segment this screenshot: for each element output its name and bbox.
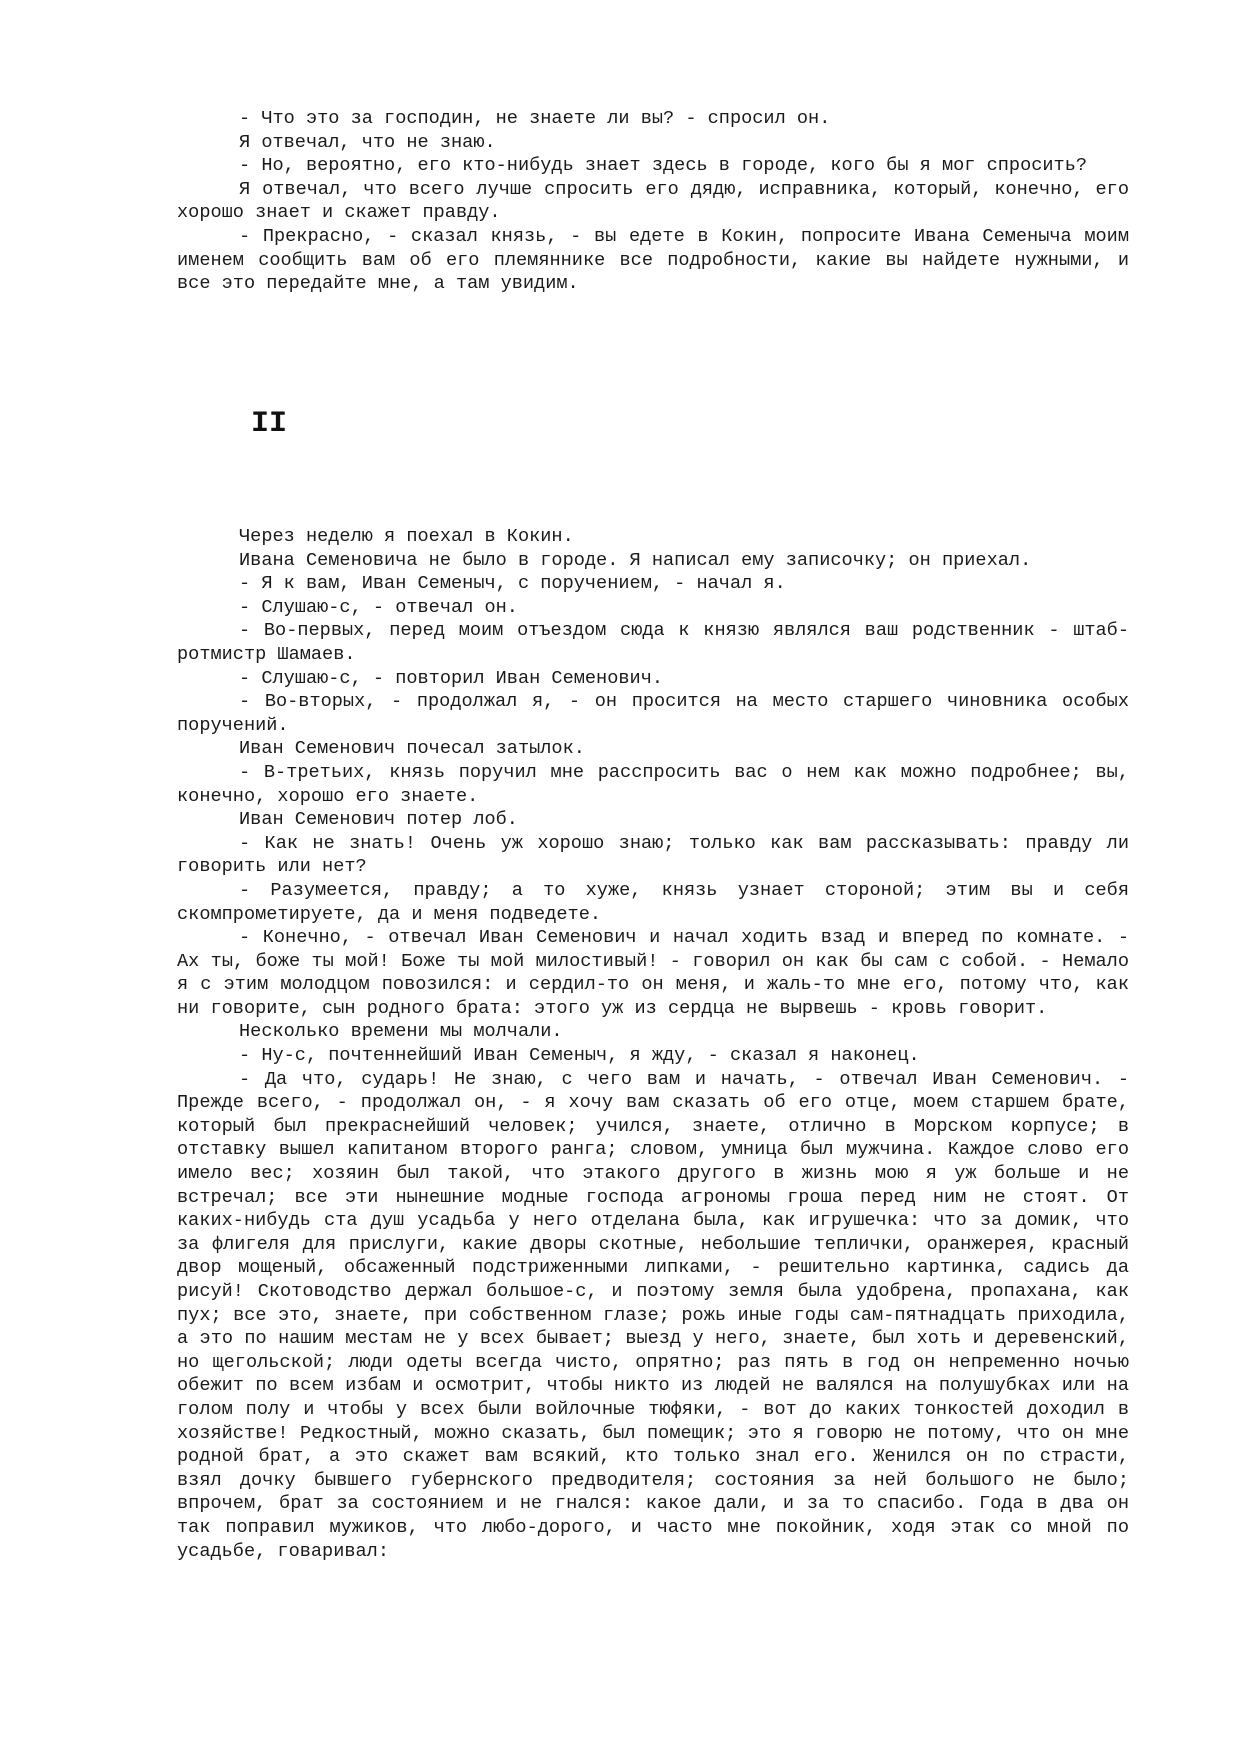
paragraph: - Слушаю-с, - повторил Иван Семенович. — [239, 667, 664, 689]
paragraph: - Разумеется, правду; а то хуже, князь узнает стороной; этим вы и себя скомпрометируете, да и меня подведете. — [177, 879, 1129, 925]
paragraph: Через неделю я поехал в Кокин. — [239, 526, 574, 547]
paragraph: - Прекрасно, - сказал князь, - вы едете в Кокин, попросите Ивана Семеныча моим именем сообщить вам об его племяннике все подробности, какие вы найдете нужными, и все это передайте мне, а там увидим. — [177, 225, 1129, 295]
paragraph: - Конечно, - отвечал Иван Семенович и начал ходить взад и вперед по комнате. - Ах ты, боже ты мой! Боже ты мой милостивый! - говорил он как бы сам с собой. - Немало я с этим молодцом повозился: и сердил-то он меня, и жаль-то мне его, потому что, как ни говорите, сын родного брата: этого уж из сердца не вырвешь - кровь говорит. — [177, 927, 1129, 1019]
paragraph: Иван Семенович почесал затылок. — [239, 738, 585, 760]
paragraph: Несколько времени мы молчали. — [239, 1021, 563, 1043]
paragraph: Иван Семенович потер лоб. — [239, 809, 518, 831]
paragraph: Я отвечал, что не знаю. — [239, 131, 496, 153]
text-section-1 — [177, 107, 1129, 296]
paragraph: - Да что, сударь! Не знаю, с чего вам и начать, - отвечал Иван Семенович. - Прежде всего, - продолжал он, - я хочу вам сказать об его отце, моем старшем брате, который был прекраснейший человек; учился, знаете, отлично в Морском корпусе; в отставку вышел капитаном второго ранга; словом, умница был мужчина. Каждое слово его имело вес; хозяин был такой, что этакого другого в жизнь мою я уж больше и не встречал; все эти нынешние модные господа агрономы гроша перед ним не стоят. От каких-нибудь ста душ усадьба у него отделана была, как игрушечка: что за домик, что за флигеля для прислуги, какие дворы скотные, небольшие теплички, оранжерея, красный двор мощеный, обсаженный подстриженными липками, - решительно картинка, садись да рисуй! Скотоводство держал большое-с, и поэтому земля была удобрена, пропахана, как пух; все это, знаете, при собственном глазе; рожь иные годы сам-пятнадцать приходила, а это по нашим местам не у всех бывает; выезд у него, знаете, был хоть и деревенский, но щегольской; люди одеты всегда чисто, опрятно; раз пять в год он непременно ночью обежит по всем избам и осмотрит, чтобы никто из людей не валялся на полушубках или на голом полу и чтобы у всех были войлочные тюфяки, - вот до каких тонкостей доходил в хозяйстве! Редкостный, можно сказать, был помещик; это я говорю не потому, что он мне родной брат, а это скажет вам всякий, кто только знал его. Женился он по страсти, взял дочку бывшего губернского предводителя; состояния за ней большого не было; впрочем, брат за состоянием и не гнался: какое дали, и за то спасибо. Года в два он так поправил мужиков, что любо-дорого, и часто мне покойник, ходя этак со мной по усадьбе, говаривал: — [177, 1068, 1129, 1562]
paragraph: - Слушаю-с, - отвечал он. — [239, 596, 518, 618]
paragraph: - Во-вторых, - продолжал я, - он просится на место старшего чиновника особых поручений. — [177, 691, 1129, 736]
chapter-heading: II — [251, 407, 288, 441]
paragraph: Ивана Семеновича не было в городе. Я написал ему записочку; он приехал. — [239, 549, 1032, 571]
paragraph: - Я к вам, Иван Семеныч, с поручением, - начал я. — [239, 573, 786, 595]
paragraph: - В-третьих, князь поручил мне расспросить вас о нем как можно подробнее; вы, конечно, хорошо его знаете. — [177, 761, 1129, 807]
paragraph: - Как не знать! Очень уж хорошо знаю; только как вам рассказывать: правду ли говорить или нет? — [177, 832, 1129, 878]
paragraph: - Во-первых, перед моим отъездом сюда к князю являлся ваш родственник - штаб-ротмистр Шамаев. — [177, 620, 1129, 665]
paragraph: Я отвечал, что всего лучше спросить его дядю, исправника, который, конечно, его хорошо знает и скажет правду. — [177, 178, 1129, 224]
paragraph: - Ну-с, почтеннейший Иван Семеныч, я жду, - сказал я наконец. — [239, 1045, 920, 1067]
text-section-2 — [177, 525, 1129, 1563]
paragraph: - Но, вероятно, его кто-нибудь знает здесь в городе, кого бы я мог спросить? — [239, 155, 1088, 177]
paragraph: - Что это за господин, не знаете ли вы? - спросил он. — [239, 108, 831, 129]
